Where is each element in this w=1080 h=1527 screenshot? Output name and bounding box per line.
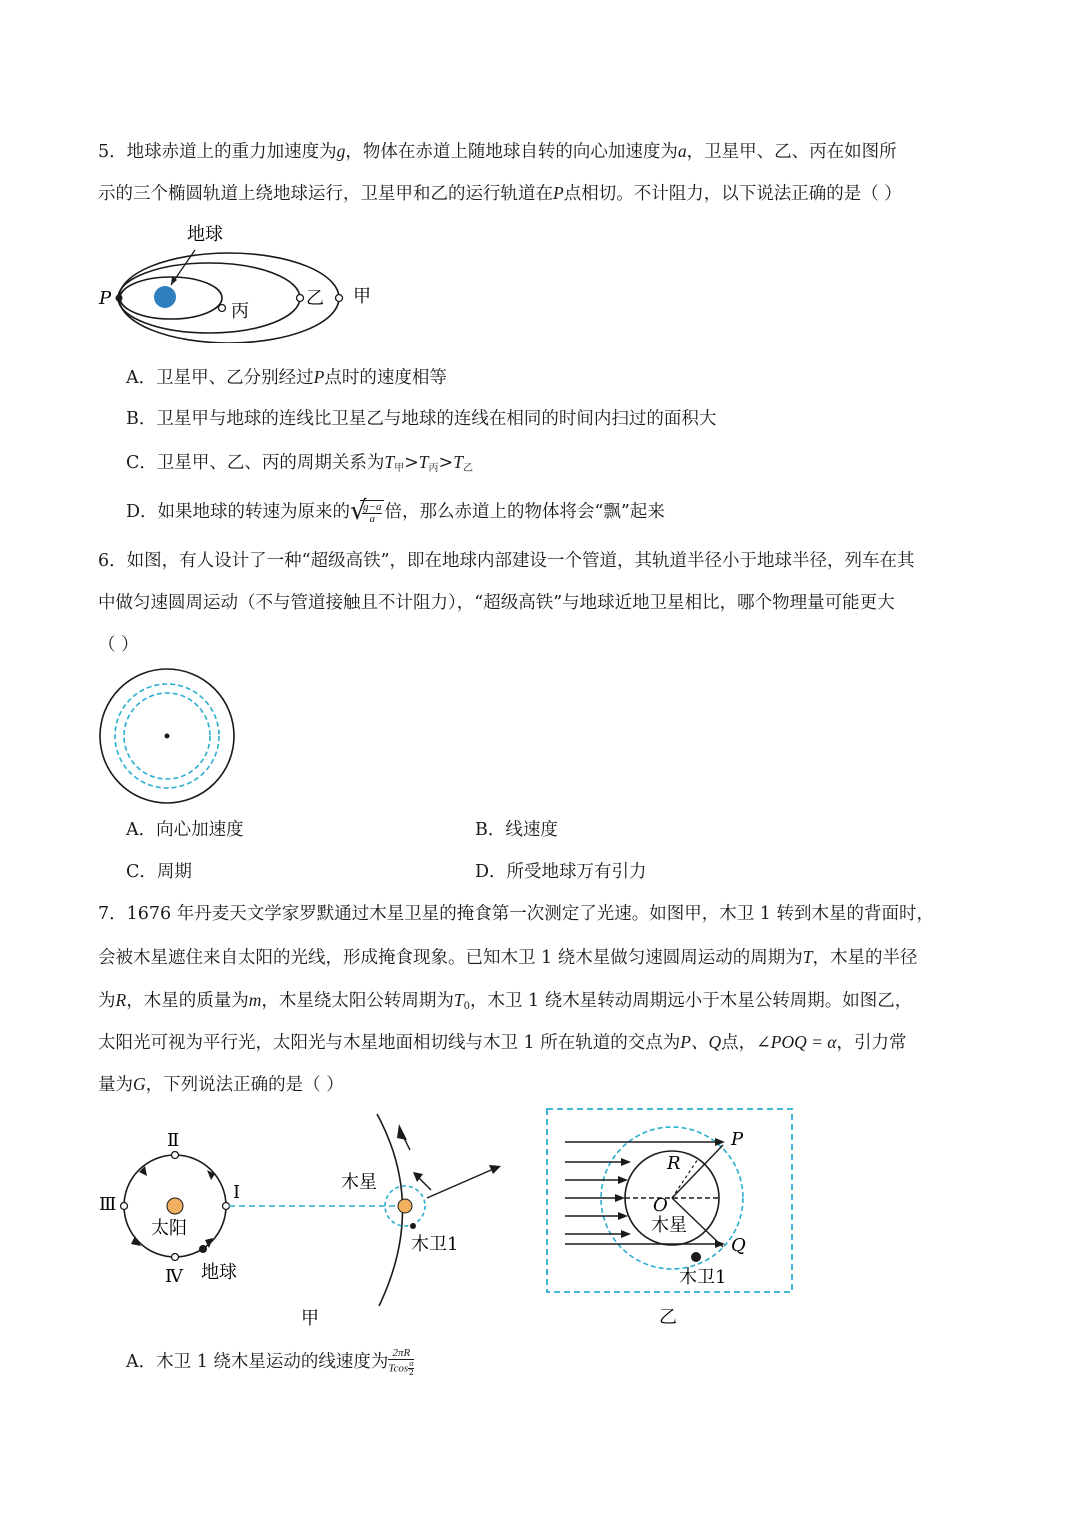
arrow-icon [401, 1132, 410, 1150]
q7-text: 点， [721, 1033, 757, 1053]
q5-option-B: B．卫星甲与地球的连线比卫星乙与地球的连线在相同的时间内扫过的面积大 [126, 409, 717, 429]
label-III: Ⅲ [99, 1194, 117, 1215]
label-yi: 乙 [306, 288, 324, 309]
q7-figure-yi [545, 1107, 797, 1329]
sat-yi [297, 295, 304, 302]
var-R: R [115, 990, 127, 1010]
arrow-icon [621, 1158, 631, 1166]
q5-text: 示的三个椭圆轨道上绕地球运行，卫星甲和乙的运行轨道在 [98, 184, 553, 204]
orbit-point-I [223, 1203, 230, 1210]
label-Q: Q [731, 1235, 746, 1256]
q5-text: 5．地球赤道上的重力加速度为 [98, 142, 337, 162]
q6-figure [96, 665, 241, 807]
orbit-yi [118, 263, 300, 333]
frac-den-text: Tcos [388, 1362, 409, 1375]
q7-text: 量为 [98, 1075, 133, 1095]
var-G: G [133, 1074, 146, 1094]
q6-option-A: A．向心加速度 [126, 820, 244, 840]
q7-line-3 [98, 989, 912, 1018]
q6-line-1: 6．如图，有人设计了一种“超级高铁”，即在地球内部建设一个管道，其轨道半径小于地球半径，列车在其 [98, 551, 915, 571]
q5-orbit-figure [95, 218, 385, 343]
io-dot [691, 1252, 701, 1262]
q6-line-3: （ ） [98, 635, 139, 655]
q5-text: C．卫星甲、乙、丙的周期关系为 [126, 453, 385, 473]
q7-text: ，木星绕太阳公转周期为 [261, 991, 454, 1011]
q7-option-A [126, 1348, 414, 1377]
arrow-icon [618, 1176, 628, 1184]
label-io: 木卫1 [411, 1234, 459, 1255]
orbit-point-IV [172, 1254, 179, 1261]
var-T: T [802, 947, 813, 967]
q5-text: ，卫星甲、乙、丙在如图所 [686, 142, 897, 162]
earth-dot [199, 1245, 207, 1253]
q7-line-1: 7．1676 年丹麦天文学家罗默通过木星卫星的掩食第一次测定了光速。如图甲，木卫 1 转到木星的背面时， [98, 904, 934, 924]
arrow-icon [621, 1230, 631, 1238]
subscript: 丙 [428, 463, 439, 474]
q5-option-D [126, 496, 665, 526]
var-T: T [418, 452, 429, 472]
subscript: 0 [463, 1001, 470, 1012]
var-g: g [336, 141, 346, 161]
arrow-icon [207, 1170, 215, 1180]
figure-caption-yi: 乙 [659, 1307, 677, 1328]
q7-text: ，木卫 1 绕木星转动周期远小于木星公转周期。如图乙， [469, 991, 913, 1011]
inner-den: 2 [408, 1368, 414, 1377]
frac-den [388, 1360, 414, 1377]
subscript: 乙 [462, 463, 473, 474]
q5-text: 点时的速度相等 [324, 368, 447, 388]
q5-text: A．卫星甲、乙分别经过 [126, 368, 314, 388]
q6-option-C: C．周期 [126, 862, 192, 882]
label-II: Ⅱ [167, 1130, 180, 1151]
q6-option-D: D．所受地球万有引力 [475, 862, 647, 882]
var-P: P [553, 183, 564, 203]
q6-option-B: B．线速度 [475, 820, 558, 840]
q7-line-5 [98, 1073, 344, 1096]
label-earth: 地球 [201, 1262, 237, 1283]
angle-expr: ∠POQ = α [756, 1032, 837, 1052]
inner-fraction [408, 1360, 414, 1377]
frac-num: 2πR [388, 1348, 414, 1360]
label-earth: 地球 [187, 224, 223, 245]
sun-dot [167, 1198, 183, 1214]
motion-arrow [427, 1167, 498, 1198]
label-jia: 甲 [353, 286, 371, 307]
label-IV: Ⅳ [165, 1266, 183, 1287]
var-P: P [313, 367, 325, 387]
var-PQ: P、Q [680, 1032, 722, 1052]
q5-line-2 [98, 182, 902, 205]
q7-text: 为 [98, 991, 116, 1011]
q5-text: ，物体在赤道上随地球自转的向心加速度为 [345, 142, 678, 162]
label-O: O [653, 1195, 668, 1216]
q7-text: A．木卫 1 绕木星运动的线速度为 [126, 1352, 389, 1372]
point-P [116, 295, 123, 302]
sat-jia [336, 295, 343, 302]
q7-text: 太阳光可视为平行光，太阳光与木星地面相切线与木卫 1 所在轨道的交点为 [98, 1033, 681, 1053]
radical-sign: √ [350, 496, 367, 526]
var-T0: T [453, 990, 464, 1010]
orbit-point-III [121, 1203, 128, 1210]
orbit-point-II [172, 1152, 179, 1159]
earth-dot [154, 286, 176, 308]
q7-text: 会被木星遮住来自太阳的光线，形成掩食现象。已知木卫 1 绕木星做匀速圆周运动的周期为 [98, 948, 803, 968]
label-I: Ⅰ [233, 1182, 241, 1203]
gt-sign: > [404, 453, 419, 473]
label-io: 木卫1 [679, 1267, 727, 1288]
q5-text: 倍，那么赤道上的物体将会“飘”起来 [384, 502, 665, 522]
q5-option-A [126, 366, 447, 389]
q5-option-C [126, 451, 473, 480]
jupiter-dot [398, 1199, 412, 1213]
var-m: m [248, 990, 262, 1010]
frac-num: g−a [363, 501, 382, 513]
q6-line-2: 中做匀速圆周运动（不与管道接触且不计阻力），“超级高铁”与地球近地卫星相比，哪个物理量可能更大 [98, 593, 895, 613]
frac-den: a [369, 513, 375, 525]
var-a: a [677, 141, 687, 161]
fraction [388, 1348, 414, 1377]
q7-text: ，木星的质量为 [126, 991, 249, 1011]
q5-text: D．如果地球的转速为原来的 [126, 502, 351, 522]
label-R: R [667, 1153, 681, 1174]
sqrt-expr [350, 496, 384, 526]
io-dot [410, 1223, 416, 1229]
q7-figure-jia [95, 1110, 515, 1332]
arrow-icon [615, 1194, 625, 1202]
label-P: P [99, 288, 112, 309]
var-T: T [453, 452, 463, 472]
q5-line-1 [98, 140, 897, 163]
q7-text: ，下列说法正确的是（ ） [145, 1075, 344, 1095]
gt-sign: > [438, 453, 454, 473]
q7-line-4 [98, 1031, 906, 1054]
sat-bing [219, 305, 226, 312]
label-jupiter: 木星 [341, 1172, 377, 1193]
figure-frame [547, 1109, 792, 1292]
q7-text: ，木星的半径 [812, 948, 918, 968]
q5-text: 点相切。不计阻力，以下说法正确的是（ ） [563, 184, 902, 204]
label-jupiter: 木星 [651, 1215, 687, 1236]
arrow-icon [131, 1236, 141, 1246]
q7-text: ，引力常 [836, 1033, 907, 1053]
center-dot [165, 734, 170, 739]
var-T: T [384, 452, 395, 472]
label-P: P [731, 1129, 744, 1150]
label-sun: 太阳 [151, 1218, 187, 1239]
arrow-icon [397, 1124, 407, 1140]
label-bing: 丙 [231, 301, 249, 322]
arrow-icon [618, 1212, 628, 1220]
q7-line-2 [98, 946, 918, 969]
inner-num: α [409, 1359, 414, 1368]
arrow-icon [139, 1166, 147, 1176]
subscript: 甲 [394, 463, 405, 474]
figure-caption-jia: 甲 [301, 1308, 319, 1329]
